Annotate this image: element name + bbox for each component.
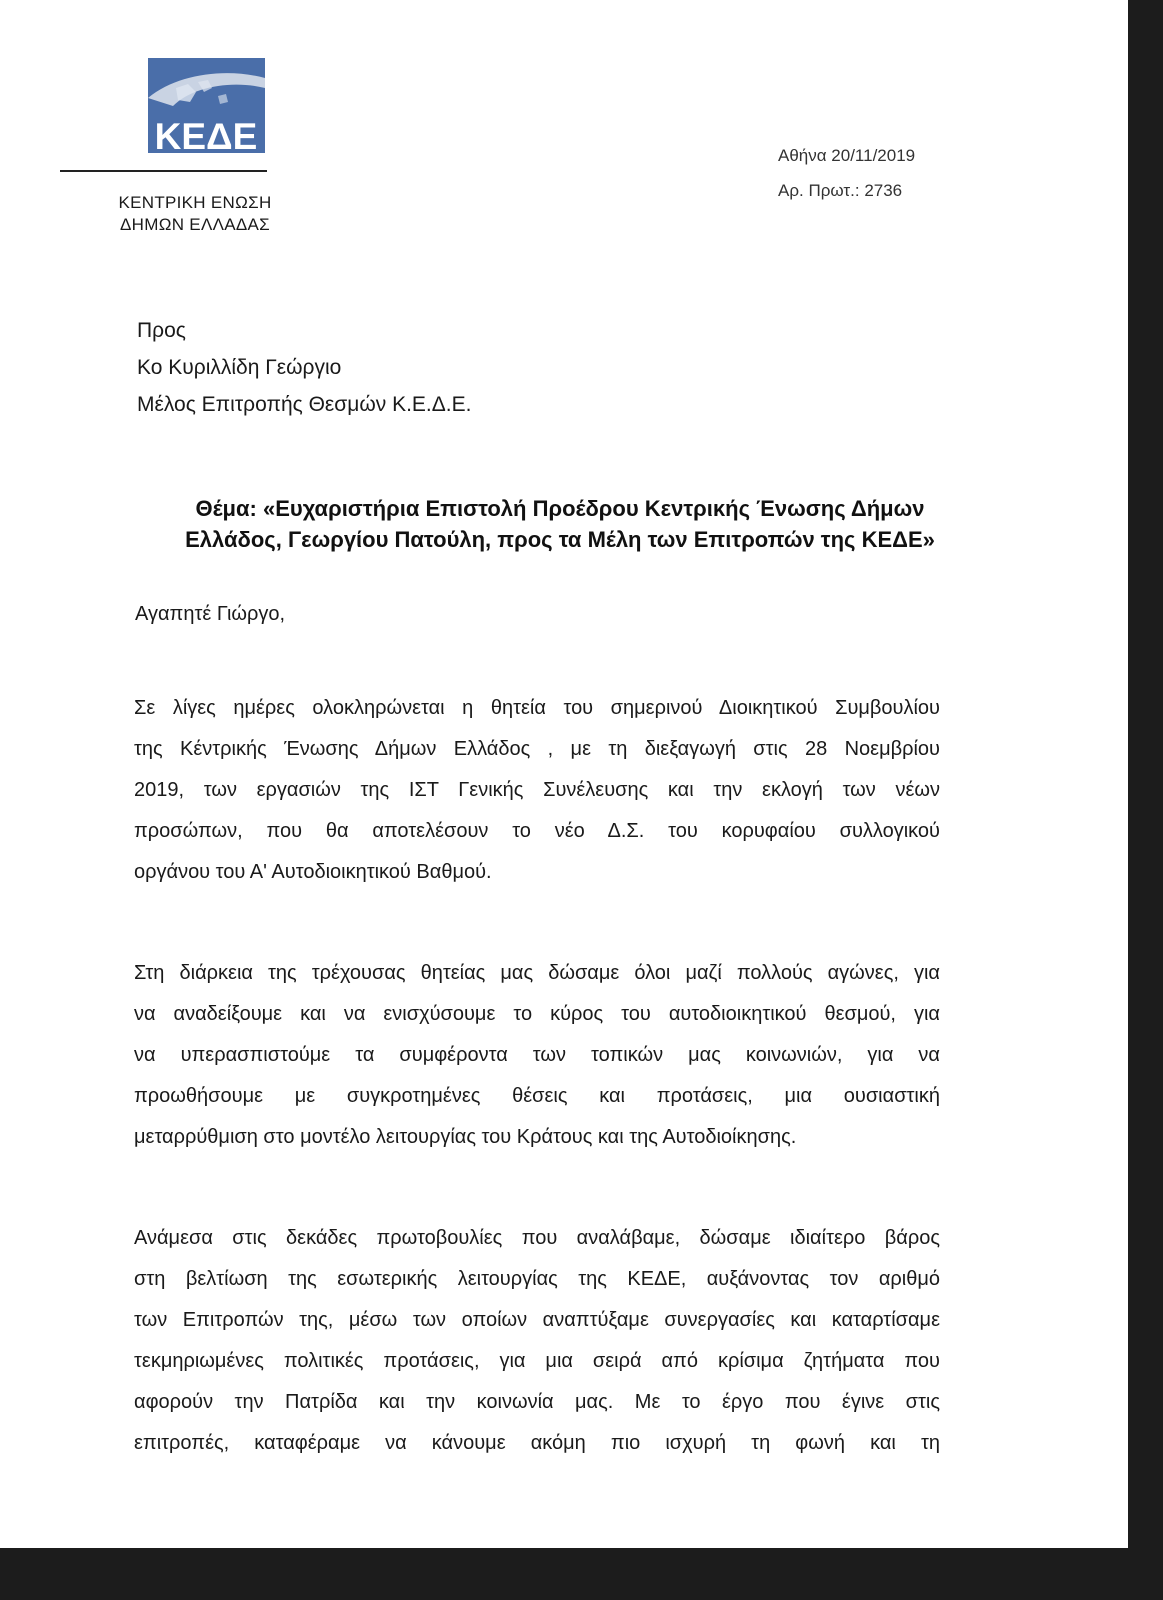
- recipient-block: [137, 312, 471, 423]
- paragraph-line: να αναδείξουμε και να ενισχύσουμε το κύρος του αυτοδιοικητικού θεσμού, για: [134, 1003, 940, 1025]
- org-name-line: ΔΗΜΩΝ ΕΛΛΑΔΑΣ: [120, 215, 270, 234]
- org-name-line: ΚΕΝΤΡΙΚΗ ΕΝΩΣΗ: [118, 193, 272, 212]
- recipient-to: Προς: [137, 319, 186, 342]
- protocol-number: Αρ. Πρωτ.: 2736: [778, 181, 903, 200]
- recipient-name: Κο Κυριλλίδη Γεώργιο: [137, 356, 342, 379]
- paragraph-line: 2019, των εργασιών της ΙΣΤ Γενικής Συνέλευσης και την εκλογή των νέων: [134, 779, 940, 801]
- subject-heading: [110, 493, 1010, 555]
- paragraph: [134, 953, 940, 1158]
- svg-text:ΚΕΔΕ: ΚΕΔΕ: [154, 116, 258, 153]
- paragraph-line: Ανάμεσα στις δεκάδες πρωτοβουλίες που αναλάβαμε, δώσαμε ιδιαίτερο βάρος: [134, 1227, 940, 1249]
- paragraph-line: Σε λίγες ημέρες ολοκληρώνεται η θητεία του σημερινού Διοικητικού Συμβουλίου: [134, 697, 940, 719]
- paragraph-line: προωθήσουμε με συγκροτημένες θέσεις και προτάσεις, μια ουσιαστική: [134, 1085, 940, 1107]
- paragraph-line: επιτροπές, καταφέραμε να κάνουμε ακόμη πιο ισχυρή τη φωνή και τη: [134, 1432, 940, 1454]
- paragraph-line: οργάνου του Α' Αυτοδιοικητικού Βαθμού.: [134, 861, 492, 883]
- paragraph-line: των Επιτροπών της, μέσω των οποίων αναπτύξαμε συνεργασίες και καταρτίσαμε: [134, 1309, 940, 1331]
- organization-name: [70, 192, 320, 236]
- paragraph-line: τεκμηριωμένες πολιτικές προτάσεις, για μια σειρά από κρίσιμα ζητήματα που: [134, 1350, 940, 1372]
- greeting: Αγαπητέ Γιώργο,: [135, 603, 286, 625]
- subject-line: Θέμα: «Ευχαριστήρια Επιστολή Προέδρου Κεντρικής Ένωσης Δήμων: [195, 496, 925, 521]
- letter-meta: [778, 138, 915, 208]
- letter-date: Αθήνα 20/11/2019: [778, 146, 916, 165]
- paragraph-line: προσώπων, που θα αποτελέσουν το νέο Δ.Σ. του κορυφαίου συλλογικού: [134, 820, 940, 842]
- kede-logo: [148, 58, 265, 153]
- paragraph-line: αφορούν την Πατρίδα και την κοινωνία μας. Με το έργο που έγινε στις: [134, 1391, 940, 1413]
- paragraph-line: μεταρρύθμιση στο μοντέλο λειτουργίας του Κράτους και της Αυτοδιοίκησης.: [134, 1126, 797, 1148]
- paragraph: [134, 1218, 940, 1464]
- subject-line: Ελλάδος, Γεωργίου Πατούλη, προς τα Μέλη των Επιτροπών της ΚΕΔΕ»: [185, 527, 935, 552]
- paragraph-line: της Κέντρικής Ένωσης Δήμων Ελλάδος , με τη διεξαγωγή στις 28 Νοεμβρίου: [134, 738, 940, 760]
- paragraph-line: να υπερασπιστούμε τα συμφέροντα των τοπικών μας κοινωνιών, για να: [134, 1044, 940, 1066]
- paragraph-line: Στη διάρκεια της τρέχουσας θητείας μας δώσαμε όλοι μαζί πολλούς αγώνες, για: [134, 962, 940, 984]
- logo-divider: [60, 170, 267, 172]
- paragraph: [134, 688, 940, 893]
- recipient-role: Μέλος Επιτροπής Θεσμών Κ.Ε.Δ.Ε.: [137, 393, 472, 416]
- paragraph-line: στη βελτίωση της εσωτερικής λειτουργίας της ΚΕΔΕ, αυξάνοντας τον αριθμό: [134, 1268, 940, 1290]
